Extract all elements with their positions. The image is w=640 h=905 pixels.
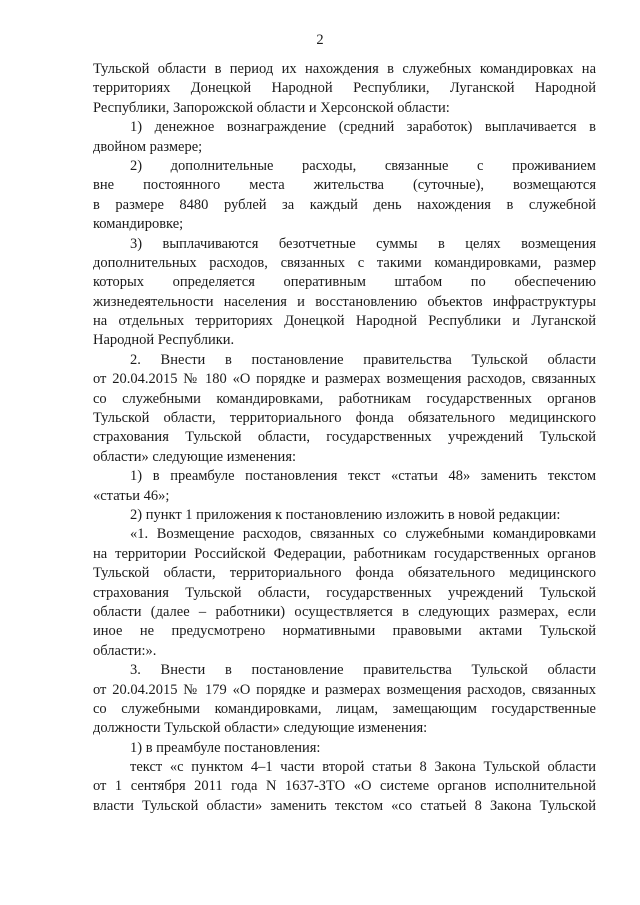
text-line: Тульской области в период их нахождения в служебных командировках на: [93, 61, 596, 77]
text-line: со служебными командировками, лицам, замещающим государственные: [93, 700, 596, 717]
text-line: в размере 8480 рублей за каждый день нахождения в служебной: [93, 196, 596, 213]
text-line: командировке;: [93, 216, 184, 233]
text-line: двойном размере;: [93, 138, 203, 155]
text-line: «1. Возмещение расходов, связанных со служебными командировками: [130, 526, 596, 543]
text-line: вне постоянного места жительства (суточные), возмещаются: [93, 177, 596, 194]
text-line: 1) в преамбуле постановления текст «статьи 48» заменить текстом: [130, 468, 596, 485]
text-line: иное не предусмотрено нормативными правовыми актами Тульской: [93, 623, 596, 640]
text-line: 2. Внести в постановление правительства Тульской области: [130, 351, 596, 368]
text-line: области:».: [93, 642, 157, 659]
text-line: на территории Российской Федерации, работникам государственных органов: [93, 545, 596, 562]
text-line: жизнедеятельности населения и восстановлению объектов инфраструктуры: [93, 293, 596, 310]
text-line: на отдельных территориях Донецкой Народной Республики и Луганской: [93, 313, 596, 330]
document-body: [93, 60, 596, 816]
text-line: должности Тульской области» следующие изменения:: [93, 720, 428, 737]
text-line: области (далее – работники) осуществляется в следующих размерах, если: [93, 603, 596, 620]
text-line: 2) дополнительные расходы, связанные с проживанием: [130, 157, 596, 174]
text-line: 3. Внести в постановление правительства Тульской области: [130, 662, 596, 679]
text-line: власти Тульской области» заменить текстом «со статьей 8 Закона Тульской: [93, 797, 596, 814]
text-line: которых определяется оперативным штабом по обеспечению: [93, 274, 596, 291]
text-line: «статьи 46»;: [93, 487, 170, 504]
text-line: от 20.04.2015 № 179 «О порядке и размерах возмещения расходов, связанных: [93, 681, 596, 698]
text-line: Тульской области, территориального фонда обязательного медицинского: [93, 410, 596, 427]
text-line: 1) в преамбуле постановления:: [130, 739, 321, 756]
text-line: Народной Республики.: [93, 332, 235, 349]
text-line: страхования Тульской области, государственных учреждений Тульской: [93, 429, 596, 446]
text-line: 1) денежное вознаграждение (средний заработок) выплачивается в: [130, 119, 596, 136]
text-line: страхования Тульской области, государственных учреждений Тульской: [93, 584, 596, 601]
page-number: 2: [316, 32, 324, 48]
text-line: территориях Донецкой Народной Республики, Луганской Народной: [93, 80, 596, 97]
text-line: дополнительных расходов, связанных с такими командировками, размер: [93, 254, 596, 271]
text-line: области» следующие изменения:: [93, 448, 297, 465]
text-line: Тульской области, территориального фонда обязательного медицинского: [93, 565, 596, 582]
text-line: Республики, Запорожской области и Херсонской области:: [93, 99, 450, 116]
text-line: со служебными командировками, работникам государственных органов: [93, 390, 596, 407]
text-line: от 20.04.2015 № 180 «О порядке и размерах возмещения расходов, связанных: [93, 371, 596, 388]
text-line: 3) выплачиваются безотчетные суммы в целях возмещения: [130, 235, 596, 252]
text-line: 2) пункт 1 приложения к постановлению изложить в новой редакции:: [130, 506, 561, 523]
text-line: от 1 сентября 2011 года N 1637-ЗТО «О системе органов исполнительной: [93, 778, 596, 795]
text-line: текст «с пунктом 4–1 части второй статьи 8 Закона Тульской области: [130, 759, 596, 776]
